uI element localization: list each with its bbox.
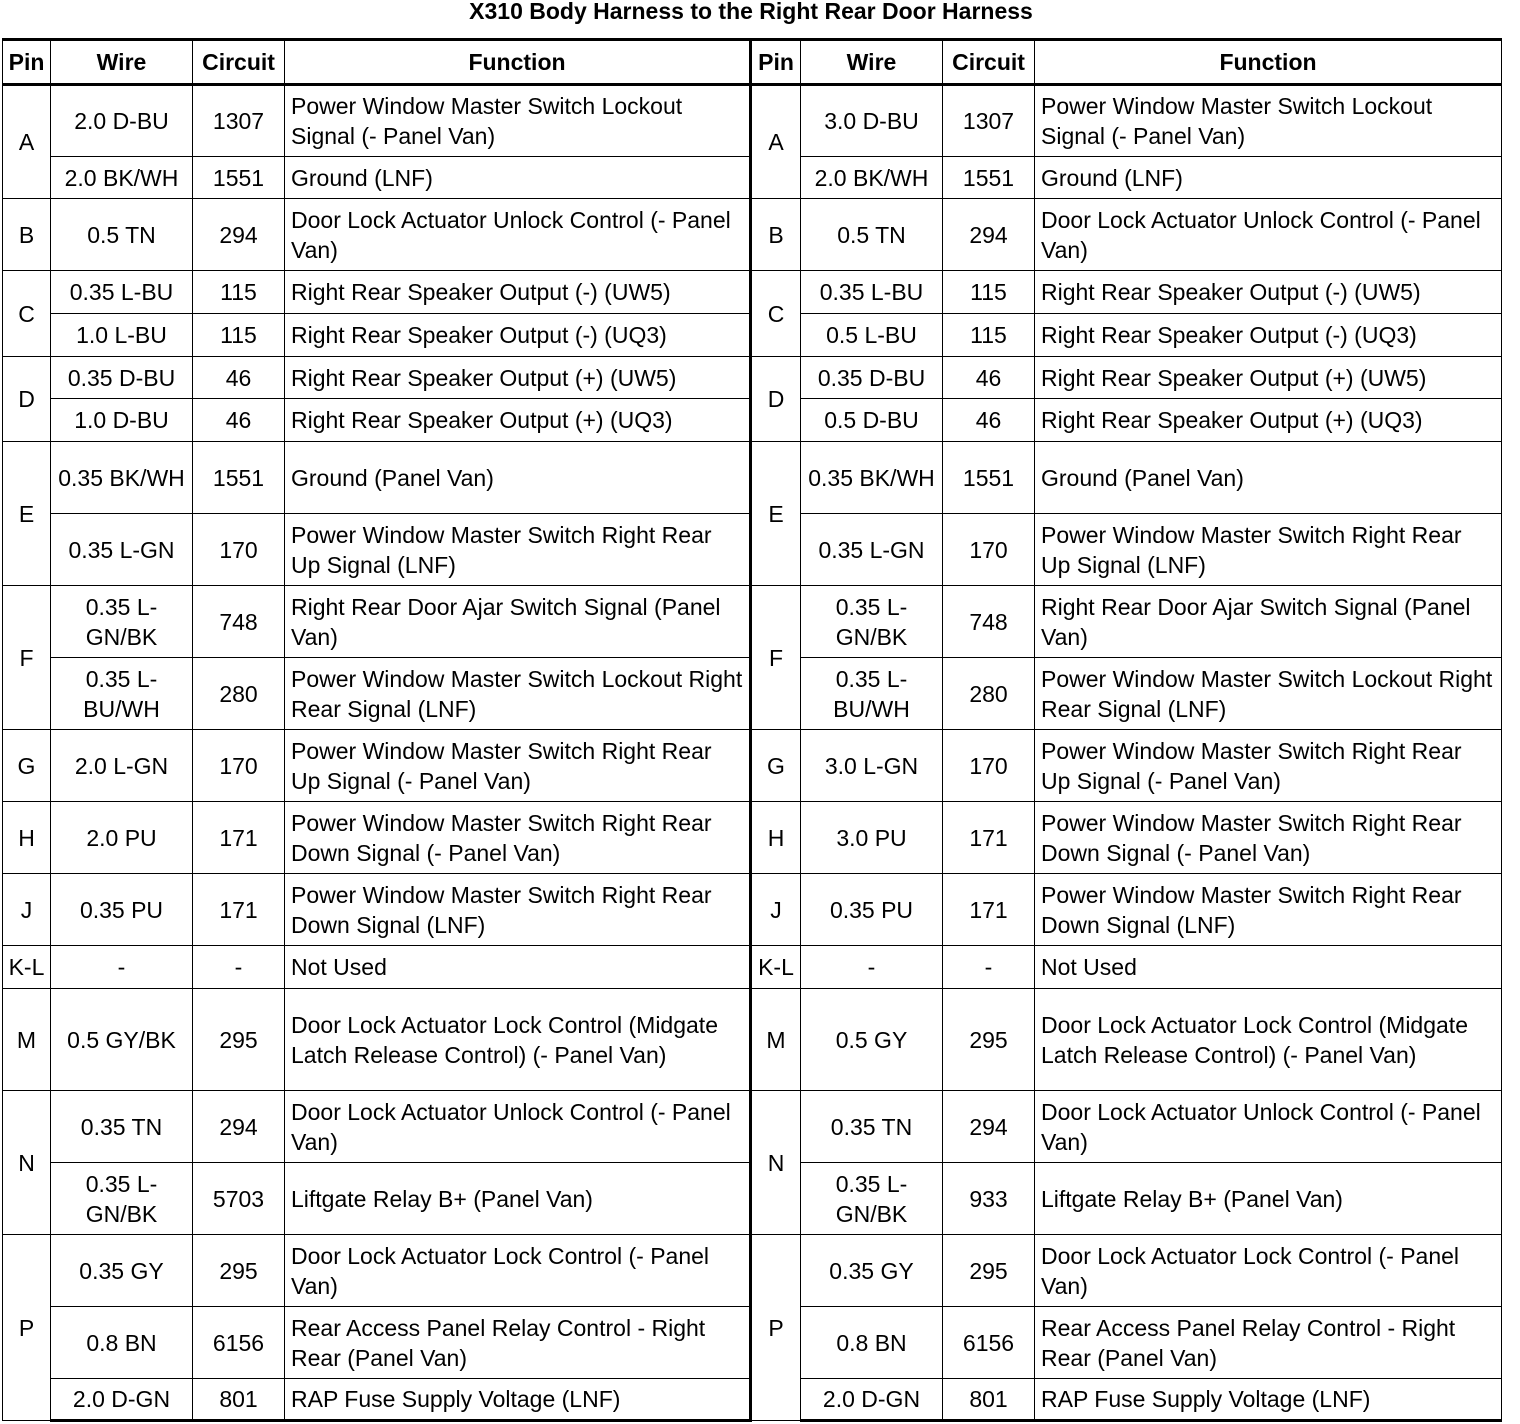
wire-cell: 2.0 L-GN	[51, 730, 193, 802]
table-row	[3, 85, 1502, 157]
function-cell-right: Right Rear Speaker Output (-) (UQ3)	[1035, 314, 1502, 357]
function-cell-right: Power Window Master Switch Right Rear Down Signal (- Panel Van)	[1035, 802, 1502, 874]
wire-cell: 2.0 PU	[51, 802, 193, 874]
circuit-cell-right: 294	[943, 1091, 1035, 1163]
function-cell-right: Right Rear Speaker Output (-) (UW5)	[1035, 271, 1502, 314]
wire-cell-right: 3.0 PU	[801, 802, 943, 874]
header-row	[3, 40, 1502, 85]
circuit-cell-right: 46	[943, 357, 1035, 399]
function-cell: Door Lock Actuator Lock Control (- Panel Van)	[285, 1235, 751, 1307]
function-cell-right: Power Window Master Switch Right Rear Up Signal (LNF)	[1035, 514, 1502, 586]
wire-cell: 2.0 BK/WH	[51, 157, 193, 199]
function-cell: Door Lock Actuator Unlock Control (- Panel Van)	[285, 1091, 751, 1163]
circuit-cell-right: 933	[943, 1163, 1035, 1235]
wire-cell-right: 0.35 L-GN/BK	[801, 586, 943, 658]
table-row	[3, 357, 1502, 399]
circuit-cell: 171	[193, 802, 285, 874]
pin-cell: J	[3, 874, 51, 946]
pin-cell-right: G	[751, 730, 801, 802]
circuit-cell-right: 115	[943, 271, 1035, 314]
header-circuit-right: Circuit	[943, 40, 1035, 85]
function-cell: Right Rear Speaker Output (-) (UW5)	[285, 271, 751, 314]
header-circuit: Circuit	[193, 40, 285, 85]
function-cell-right: Not Used	[1035, 946, 1502, 989]
page-title: X310 Body Harness to the Right Rear Door Harness	[469, 0, 1033, 24]
function-cell-right: Right Rear Speaker Output (+) (UQ3)	[1035, 399, 1502, 442]
table-row	[3, 989, 1502, 1091]
wire-cell-right: 0.5 L-BU	[801, 314, 943, 357]
function-cell: Power Window Master Switch Lockout Signal (- Panel Van)	[285, 85, 751, 157]
function-cell: Power Window Master Switch Right Rear Down Signal (LNF)	[285, 874, 751, 946]
circuit-cell-right: 1551	[943, 157, 1035, 199]
wire-cell-right: 0.35 D-BU	[801, 357, 943, 399]
wire-cell: 0.35 TN	[51, 1091, 193, 1163]
function-cell-right: Rear Access Panel Relay Control - Right Rear (Panel Van)	[1035, 1307, 1502, 1379]
circuit-cell: 115	[193, 271, 285, 314]
wire-cell: 2.0 D-GN	[51, 1379, 193, 1421]
circuit-cell-right: 170	[943, 514, 1035, 586]
circuit-cell-right: 1551	[943, 442, 1035, 514]
pin-cell: N	[3, 1091, 51, 1235]
pinout-table	[2, 38, 1502, 1422]
table-row	[3, 874, 1502, 946]
function-cell-right: Ground (Panel Van)	[1035, 442, 1502, 514]
function-cell: Power Window Master Switch Right Rear Up Signal (LNF)	[285, 514, 751, 586]
wire-cell: -	[51, 946, 193, 989]
table-row	[3, 271, 1502, 314]
wire-cell: 0.35 L-GN/BK	[51, 586, 193, 658]
circuit-cell-right: 295	[943, 989, 1035, 1091]
table-row	[3, 1091, 1502, 1163]
circuit-cell: 295	[193, 989, 285, 1091]
circuit-cell: 1551	[193, 442, 285, 514]
function-cell: Not Used	[285, 946, 751, 989]
table-row	[3, 199, 1502, 271]
wire-cell-right: -	[801, 946, 943, 989]
function-cell: Ground (LNF)	[285, 157, 751, 199]
pin-cell: D	[3, 357, 51, 442]
circuit-cell: 294	[193, 199, 285, 271]
wire-cell: 0.35 BK/WH	[51, 442, 193, 514]
function-cell-right: Power Window Master Switch Lockout Signal (- Panel Van)	[1035, 85, 1502, 157]
circuit-cell-right: 1307	[943, 85, 1035, 157]
wire-cell-right: 3.0 L-GN	[801, 730, 943, 802]
function-cell: Power Window Master Switch Right Rear Up Signal (- Panel Van)	[285, 730, 751, 802]
circuit-cell: 280	[193, 658, 285, 730]
wire-cell: 0.35 L-BU/WH	[51, 658, 193, 730]
wire-cell-right: 0.35 PU	[801, 874, 943, 946]
wire-cell-right: 0.35 L-GN	[801, 514, 943, 586]
pin-cell: P	[3, 1235, 51, 1421]
pin-cell-right: C	[751, 271, 801, 357]
function-cell: Rear Access Panel Relay Control - Right Rear (Panel Van)	[285, 1307, 751, 1379]
function-cell-right: Power Window Master Switch Right Rear Down Signal (LNF)	[1035, 874, 1502, 946]
function-cell: Right Rear Speaker Output (-) (UQ3)	[285, 314, 751, 357]
pin-cell: G	[3, 730, 51, 802]
function-cell: RAP Fuse Supply Voltage (LNF)	[285, 1379, 751, 1421]
circuit-cell-right: 115	[943, 314, 1035, 357]
pin-cell: K-L	[3, 946, 51, 989]
function-cell-right: Door Lock Actuator Lock Control (- Panel Van)	[1035, 1235, 1502, 1307]
pin-cell: C	[3, 271, 51, 357]
wire-cell: 2.0 D-BU	[51, 85, 193, 157]
header-pin-right: Pin	[751, 40, 801, 85]
pin-cell: M	[3, 989, 51, 1091]
circuit-cell-right: 170	[943, 730, 1035, 802]
circuit-cell-right: 801	[943, 1379, 1035, 1421]
circuit-cell-right: 171	[943, 874, 1035, 946]
circuit-cell-right: 6156	[943, 1307, 1035, 1379]
function-cell-right: Right Rear Door Ajar Switch Signal (Panel Van)	[1035, 586, 1502, 658]
wire-cell: 0.35 L-GN/BK	[51, 1163, 193, 1235]
function-cell: Liftgate Relay B+ (Panel Van)	[285, 1163, 751, 1235]
circuit-cell: 5703	[193, 1163, 285, 1235]
wire-cell: 1.0 D-BU	[51, 399, 193, 442]
wire-cell-right: 0.35 L-BU	[801, 271, 943, 314]
wire-cell-right: 0.35 L-GN/BK	[801, 1163, 943, 1235]
wire-cell-right: 0.5 GY	[801, 989, 943, 1091]
function-cell-right: Power Window Master Switch Right Rear Up Signal (- Panel Van)	[1035, 730, 1502, 802]
function-cell: Right Rear Speaker Output (+) (UQ3)	[285, 399, 751, 442]
pin-cell-right: H	[751, 802, 801, 874]
circuit-cell: 1551	[193, 157, 285, 199]
function-cell-right: Door Lock Actuator Lock Control (Midgate Latch Release Control) (- Panel Van)	[1035, 989, 1502, 1091]
circuit-cell: 170	[193, 514, 285, 586]
wire-cell: 0.35 L-BU	[51, 271, 193, 314]
pin-cell-right: N	[751, 1091, 801, 1235]
function-cell-right: Liftgate Relay B+ (Panel Van)	[1035, 1163, 1502, 1235]
table-row	[3, 586, 1502, 658]
circuit-cell: 6156	[193, 1307, 285, 1379]
circuit-cell-right: 171	[943, 802, 1035, 874]
pin-cell-right: B	[751, 199, 801, 271]
wire-cell: 1.0 L-BU	[51, 314, 193, 357]
wire-cell-right: 0.35 GY	[801, 1235, 943, 1307]
pin-cell-right: A	[751, 85, 801, 199]
circuit-cell: 46	[193, 399, 285, 442]
function-cell: Power Window Master Switch Lockout Right Rear Signal (LNF)	[285, 658, 751, 730]
circuit-cell-right: 748	[943, 586, 1035, 658]
wire-cell: 0.5 GY/BK	[51, 989, 193, 1091]
circuit-cell-right: -	[943, 946, 1035, 989]
wire-cell-right: 0.5 D-BU	[801, 399, 943, 442]
pin-cell: E	[3, 442, 51, 586]
wire-cell-right: 0.35 BK/WH	[801, 442, 943, 514]
wire-cell: 0.35 L-GN	[51, 514, 193, 586]
pin-cell-right: P	[751, 1235, 801, 1421]
wire-cell: 0.35 PU	[51, 874, 193, 946]
wire-cell-right: 3.0 D-BU	[801, 85, 943, 157]
circuit-cell: 115	[193, 314, 285, 357]
function-cell: Door Lock Actuator Lock Control (Midgate Latch Release Control) (- Panel Van)	[285, 989, 751, 1091]
function-cell-right: Door Lock Actuator Unlock Control (- Panel Van)	[1035, 199, 1502, 271]
table-row	[3, 442, 1502, 514]
circuit-cell: 801	[193, 1379, 285, 1421]
function-cell-right: RAP Fuse Supply Voltage (LNF)	[1035, 1379, 1502, 1421]
circuit-cell: 294	[193, 1091, 285, 1163]
header-wire-right: Wire	[801, 40, 943, 85]
pin-cell-right: J	[751, 874, 801, 946]
circuit-cell: 170	[193, 730, 285, 802]
function-cell-right: Door Lock Actuator Unlock Control (- Panel Van)	[1035, 1091, 1502, 1163]
circuit-cell: 1307	[193, 85, 285, 157]
table-row	[3, 1235, 1502, 1307]
wire-cell-right: 0.35 L-BU/WH	[801, 658, 943, 730]
wire-cell: 0.8 BN	[51, 1307, 193, 1379]
pin-cell-right: K-L	[751, 946, 801, 989]
wire-cell-right: 0.35 TN	[801, 1091, 943, 1163]
circuit-cell-right: 295	[943, 1235, 1035, 1307]
header-function-right: Function	[1035, 40, 1502, 85]
pin-cell: B	[3, 199, 51, 271]
function-cell: Door Lock Actuator Unlock Control (- Panel Van)	[285, 199, 751, 271]
circuit-cell: -	[193, 946, 285, 989]
function-cell: Right Rear Speaker Output (+) (UW5)	[285, 357, 751, 399]
wire-cell-right: 2.0 D-GN	[801, 1379, 943, 1421]
table-row	[3, 730, 1502, 802]
pin-cell: F	[3, 586, 51, 730]
pin-cell-right: M	[751, 989, 801, 1091]
header-wire: Wire	[51, 40, 193, 85]
pin-cell-right: F	[751, 586, 801, 730]
function-cell: Right Rear Door Ajar Switch Signal (Panel Van)	[285, 586, 751, 658]
function-cell-right: Right Rear Speaker Output (+) (UW5)	[1035, 357, 1502, 399]
function-cell-right: Ground (LNF)	[1035, 157, 1502, 199]
circuit-cell: 171	[193, 874, 285, 946]
wire-cell-right: 0.8 BN	[801, 1307, 943, 1379]
wire-cell-right: 2.0 BK/WH	[801, 157, 943, 199]
circuit-cell-right: 280	[943, 658, 1035, 730]
wire-cell-right: 0.5 TN	[801, 199, 943, 271]
circuit-cell-right: 46	[943, 399, 1035, 442]
header-pin: Pin	[3, 40, 51, 85]
wire-cell: 0.5 TN	[51, 199, 193, 271]
pin-cell: A	[3, 85, 51, 199]
pin-cell-right: D	[751, 357, 801, 442]
pin-cell-right: E	[751, 442, 801, 586]
header-function: Function	[285, 40, 751, 85]
wire-cell: 0.35 GY	[51, 1235, 193, 1307]
circuit-cell-right: 294	[943, 199, 1035, 271]
table-row	[3, 946, 1502, 989]
wire-cell: 0.35 D-BU	[51, 357, 193, 399]
pin-cell: H	[3, 802, 51, 874]
circuit-cell: 295	[193, 1235, 285, 1307]
function-cell: Power Window Master Switch Right Rear Down Signal (- Panel Van)	[285, 802, 751, 874]
circuit-cell: 748	[193, 586, 285, 658]
circuit-cell: 46	[193, 357, 285, 399]
table-row	[3, 802, 1502, 874]
function-cell: Ground (Panel Van)	[285, 442, 751, 514]
function-cell-right: Power Window Master Switch Lockout Right Rear Signal (LNF)	[1035, 658, 1502, 730]
